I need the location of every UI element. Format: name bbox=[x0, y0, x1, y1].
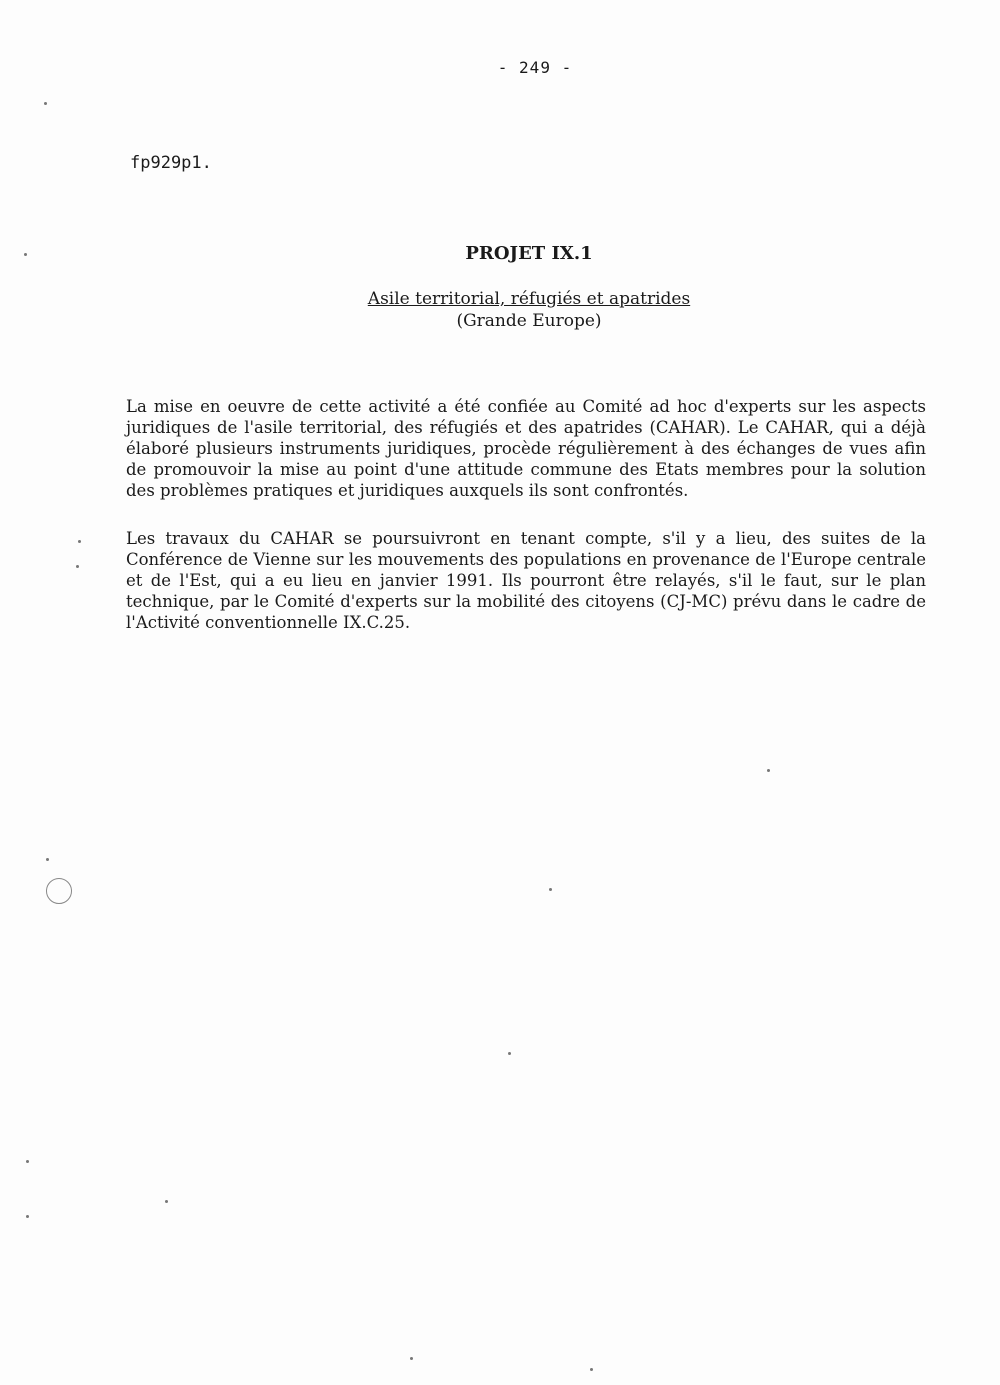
scan-speck bbox=[590, 1368, 593, 1371]
scan-speck bbox=[165, 1200, 168, 1203]
scan-speck bbox=[26, 1215, 29, 1218]
project-title: PROJET IX.1 bbox=[465, 243, 593, 264]
punch-hole bbox=[46, 878, 72, 904]
subtitle-scope: (Grande Europe) bbox=[456, 311, 602, 331]
scan-speck bbox=[549, 888, 552, 891]
scan-speck bbox=[76, 565, 79, 568]
scan-speck bbox=[410, 1357, 413, 1360]
scan-speck bbox=[78, 540, 81, 543]
scan-speck bbox=[24, 253, 27, 256]
paragraph-1: La mise en oeuvre de cette activité a été confiée au Comité ad hoc d'experts sur les aspects juridiques de l'asile territorial, des réfugiés et des apatrides (CAHAR). Le CAHAR, qui a déjà élaboré plusieurs instruments juridiques, procède régulièrement à des échanges de vues afin de promouvoir la mise au point d'une attitude commune des Etats membres pour la solution des problèmes pratiques et juridiques auxquels ils sont confrontés. bbox=[126, 397, 926, 500]
subtitle-topic: Asile territorial, réfugiés et apatrides bbox=[367, 289, 691, 309]
page-number: - 249 - bbox=[497, 58, 573, 77]
scan-speck bbox=[26, 1160, 29, 1163]
subtitle-block bbox=[0, 288, 1000, 332]
scan-speck bbox=[508, 1052, 511, 1055]
scan-speck bbox=[46, 858, 49, 861]
reference-code: fp929p1. bbox=[130, 153, 212, 173]
scan-speck bbox=[767, 769, 770, 772]
paragraph-2: Les travaux du CAHAR se poursuivront en tenant compte, s'il y a lieu, des suites de la Conférence de Vienne sur les mouvements des populations en provenance de l'Europe centrale et de l'Est, qui a eu lieu en janvier 1991. Ils pourront être relayés, s'il le faut, sur le plan technique, par le Comité d'experts sur la mobilité des citoyens (CJ-MC) prévu dans le cadre de l'Activité conventionnelle IX.C.25. bbox=[126, 529, 926, 632]
scan-speck bbox=[44, 102, 47, 105]
